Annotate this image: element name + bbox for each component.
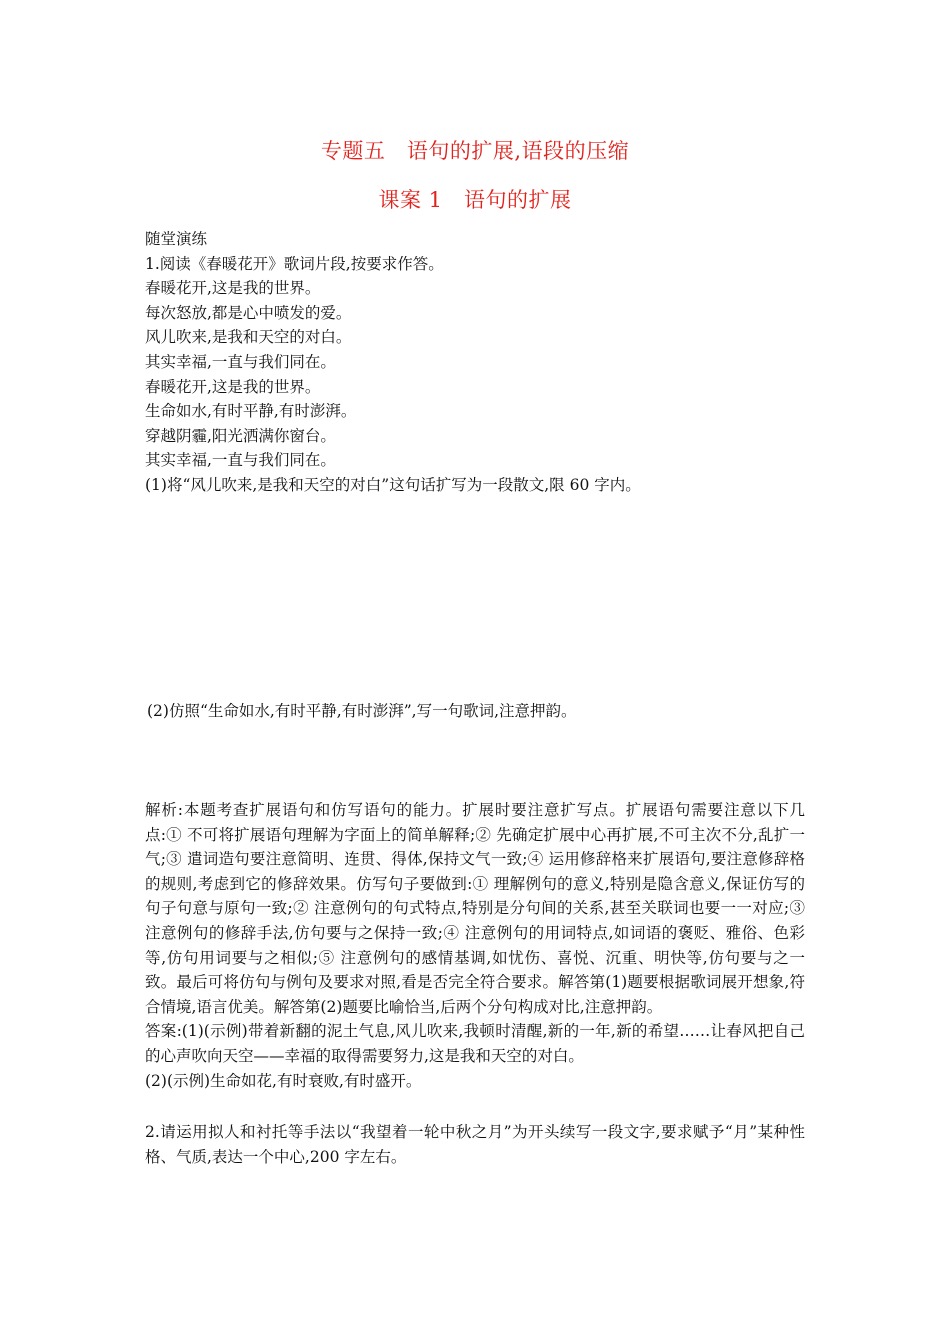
question-1-part-1: (1)将“风儿吹来,是我和天空的对白”这句话扩写为一段散文,限 60 字内。 xyxy=(145,475,641,494)
lyric-line: 春暖花开,这是我的世界。 xyxy=(145,279,321,298)
question-2-block xyxy=(145,1120,805,1169)
lyric-line: 春暖花开,这是我的世界。 xyxy=(145,377,321,396)
question-1-part-2-block xyxy=(147,699,807,724)
question-2: 2.请运用拟人和衬托等手法以“我望着一轮中秋之月”为开头续写一段文字,要求赋予“月”某种性格、气质,表达一个中心,200 字左右。 xyxy=(145,1123,805,1166)
lyric-line: 其实幸福,一直与我们同在。 xyxy=(145,352,336,371)
question-1-block xyxy=(145,227,805,498)
lyric-line: 其实幸福,一直与我们同在。 xyxy=(145,451,336,470)
answer-2: (2)(示例)生命如花,有时衰败,有时盛开。 xyxy=(145,1071,422,1090)
lyric-line: 穿越阴霾,阳光洒满你窗台。 xyxy=(145,426,336,445)
answer-1: 答案:(1)(示例)带着新翻的泥土气息,风儿吹来,我顿时清醒,新的一年,新的希望……让春风把自己的心声吹向天空——幸福的取得需要努力,这是我和天空的对白。 xyxy=(145,1022,805,1065)
lyric-line: 每次怒放,都是心中喷发的爱。 xyxy=(145,303,352,322)
section-heading: 随堂演练 xyxy=(145,230,208,248)
analysis-block xyxy=(145,798,805,1093)
question-1-part-2: (2)仿照“生命如水,有时平静,有时澎湃”,写一句歌词,注意押韵。 xyxy=(147,702,577,720)
question-1-intro: 1.阅读《春暖花开》歌词片段,按要求作答。 xyxy=(145,254,444,273)
lesson-title: 课案 1 语句的扩展 xyxy=(378,188,572,212)
lyric-line: 生命如水,有时平静,有时澎湃。 xyxy=(145,402,357,421)
main-title: 专题五 语句的扩展,语段的压缩 xyxy=(320,139,630,163)
lyric-line: 风儿吹来,是我和天空的对白。 xyxy=(145,328,352,347)
analysis-text: 解析:本题考查扩展语句和仿写语句的能力。扩展时要注意扩写点。扩展语句需要注意以下几点:① 不可将扩展语句理解为字面上的简单解释;② 先确定扩展中心再扩展,不可主次不分,乱扩一气;③ 遣词造句要注意简明、连贯、得体,保持文气一致;④ 运用修辞格来扩展语句,要注意修辞格的规则,考虑到它的修辞效果。仿写句子要做到:① 理解例句的意义,特别是隐含意义,保证仿写的句子句意与原句一致;② 注意例句的句式特点,特别是分句间的关系,甚至关联词也要一一对应;③ 注意例句的修辞手法,仿句要与之保持一致;④ 注意例句的用词特点,如词语的褒贬、雅俗、色彩等,仿句用词要与之相似;⑤ 注意例句的感情基调,如忧伤、喜悦、沉重、明快等,仿句要与之一致。最后可将仿句与例句及要求对照,看是否完全符合要求。解答第(1)题要根据歌词展开想象,符合情境,语言优美。解答第(2)题要比喻恰当,后两个分句构成对比,注意押韵。 xyxy=(145,801,805,1016)
